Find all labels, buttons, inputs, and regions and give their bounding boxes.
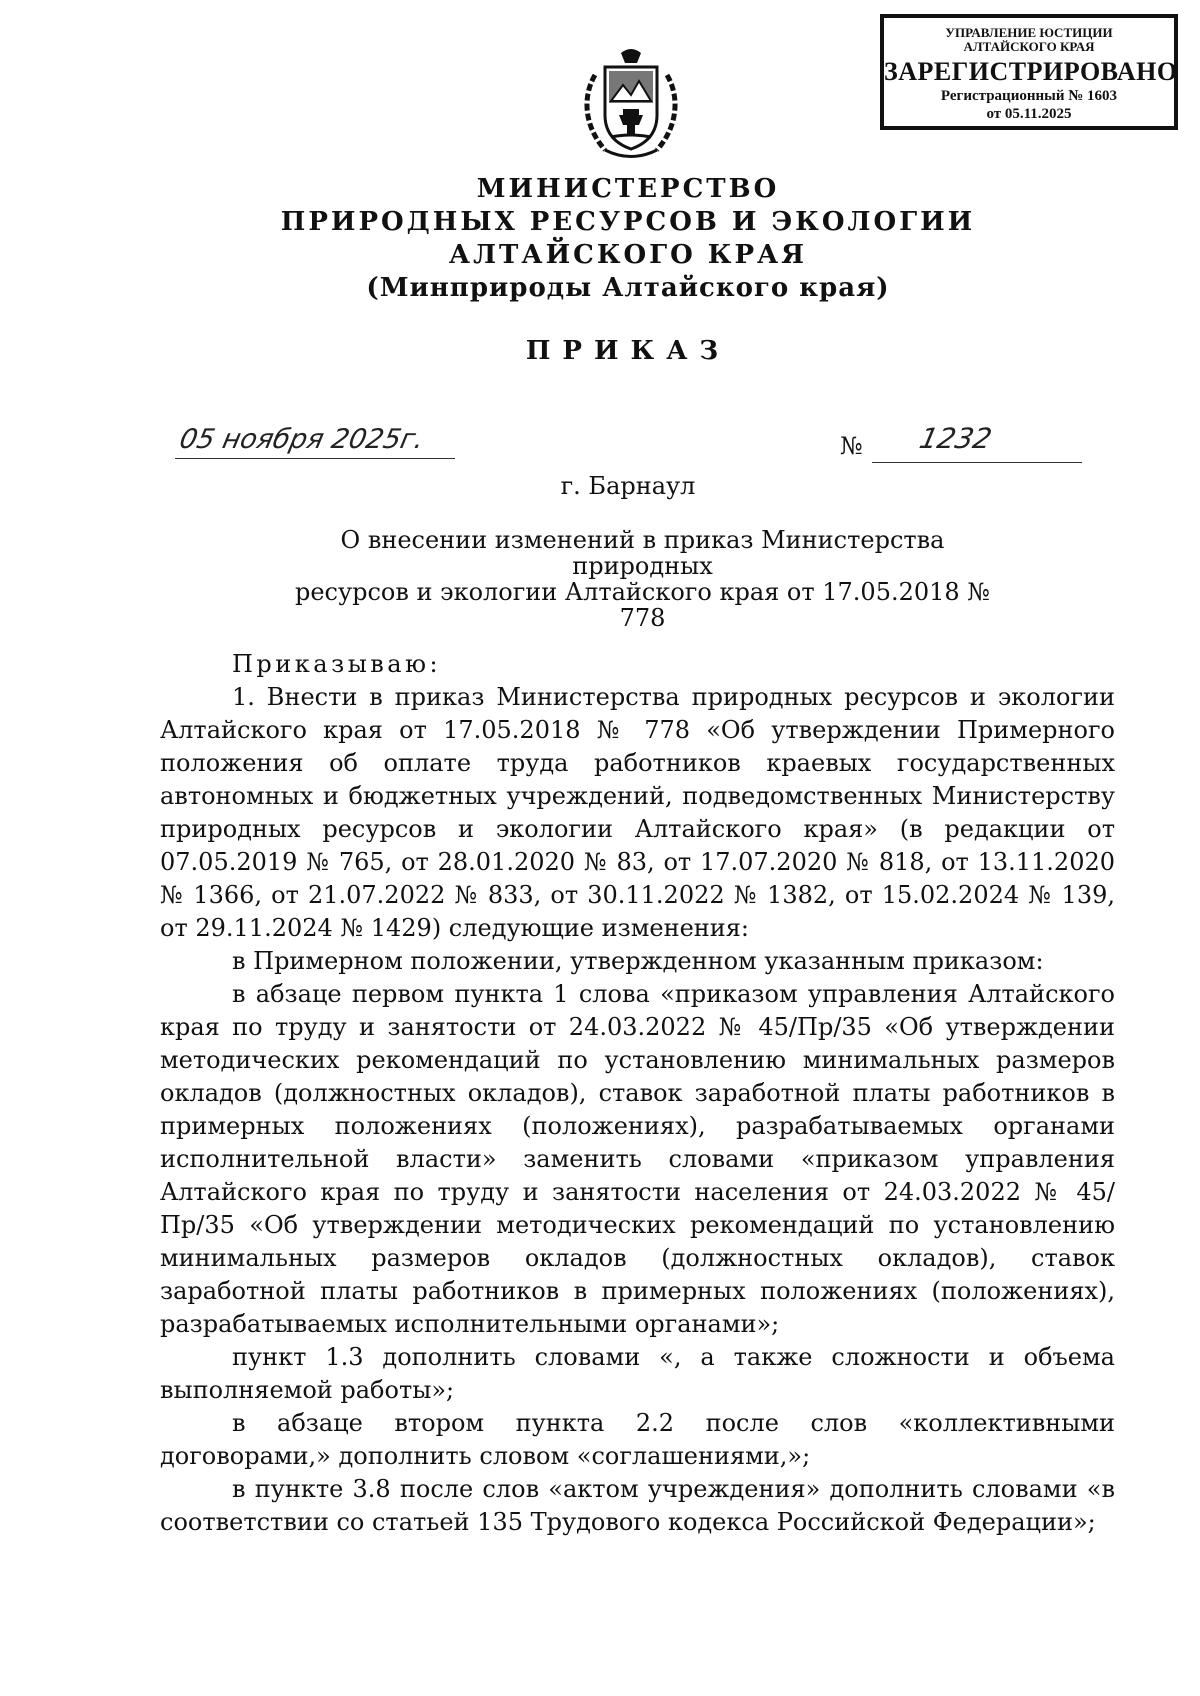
stamp-reg-number: Регистрационный № 1603 [940, 88, 1118, 104]
document-type-title: ПРИКАЗ [525, 336, 731, 366]
stamp-reg-date: от 05.11.2025 [986, 106, 1072, 122]
body-paragraph: 1. Внести в приказ Министерства природных ресурсов и экологии Алтайского края от 17.05.2018 № 778 «Об утверждении Примерного положения об оплате труда работников краевых государственных автономных и бюджетных учреждений, подведомственных Министерству природных ресурсов и экологии Алтайского края» (в редакции от 07.05.2019 № 765, от 28.01.2020 № 83, от 17.07.2020 № 818, от 13.11.2020 № 1366, от 21.07.2022 № 833, от 30.11.2022 № 1382, от 15.02.2024 № 139, от 29.11.2024 № 1429) следующие изменения: [160, 683, 1115, 942]
handwritten-date: 05 ноября 2025г. [176, 424, 427, 455]
subject-line1: О внесении изменений в приказ Министерства природных [340, 526, 945, 580]
subject-line2: ресурсов и экологии Алтайского края от 17.05.2018 № 778 [294, 578, 991, 632]
handwritten-number: 1232 [916, 422, 995, 455]
body-paragraph: в абзаце втором пункта 2.2 после слов «коллективными договорами,» дополнить словом «соглашениями,»; [160, 1409, 1115, 1470]
stamp-status: ЗАРЕГИСТРИРОВАНО [884, 57, 1178, 86]
body-paragraph: в пункте 3.8 после слов «актом учреждения» дополнить словами «в соответствии со статьей 135 Трудового кодекса Российской Федерации»; [160, 1475, 1115, 1536]
body-paragraph: пункт 1.3 дополнить словами «, а также сложности и объема выполняемой работы»; [160, 1343, 1115, 1404]
number-underline [872, 462, 1082, 463]
city: г. Барнаул [560, 472, 696, 500]
ministry-line2: ПРИРОДНЫХ РЕСУРСОВ И ЭКОЛОГИИ [280, 207, 976, 237]
ministry-line3: АЛТАЙСКОГО КРАЯ [448, 240, 808, 270]
registration-stamp [880, 14, 1178, 130]
coat-of-arms-icon [575, 45, 687, 165]
order-body [160, 648, 1115, 1539]
order-intro: Приказываю: [232, 650, 442, 678]
document-subject [280, 527, 1005, 631]
body-paragraph: в Примерном положении, утвержденном указанным приказом: [232, 947, 1044, 975]
ministry-line1: МИНИСТЕРСТВО [476, 174, 780, 204]
ministry-abbreviation: (Минприроды Алтайского края) [366, 273, 890, 303]
number-label: № [840, 432, 863, 460]
body-paragraph: в абзаце первом пункта 1 слова «приказом управления Алтайского края по труду и занятости от 24.03.2022 № 45/Пр/35 «Об утверждении методических рекомендаций по установлению минимальных размеров окладов (должностных окладов), ставок заработной платы работников в примерных положениях (положениях), разрабатываемых органами исполнительной власти» заменить словами «приказом управления Алтайского края по труду и занятости населения от 24.03.2022 № 45/Пр/35 «Об утверждении методических рекомендаций по установлению минимальных размеров окладов (должностных окладов), ставок заработной платы работников в примерных положениях (положениях), разрабатываемых исполнительными органами»; [160, 980, 1115, 1338]
stamp-authority-line2: АЛТАЙСКОГО КРАЯ [963, 39, 1095, 54]
ministry-header [0, 173, 1200, 305]
date-underline [175, 458, 455, 459]
stamp-authority-line1: УПРАВЛЕНИЕ ЮСТИЦИИ [945, 25, 1113, 40]
